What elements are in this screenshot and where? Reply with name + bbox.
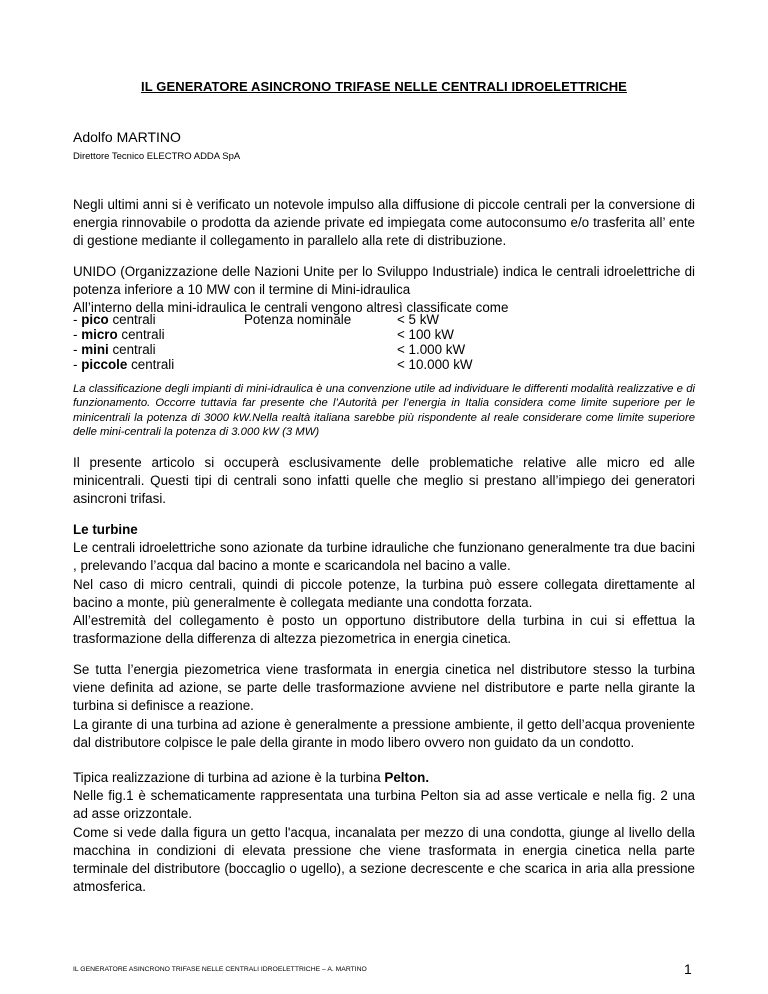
classification-table (73, 312, 695, 372)
scope-paragraph: Il presente articolo si occuperà esclusivamente delle problematiche relative alle micro ed alle minicentrali. Questi tipi di centrali sono infatti quelle che meglio si prestano all’impiego dei generatori asincroni trifasi. (73, 455, 695, 507)
pelton-paragraph: Nelle fig.1 è schematicamente rappresentata una turbina Pelton sia ad asse verticale e nella fig. 2 una ad asse orizzontale. (73, 788, 695, 822)
turbine-section (73, 521, 695, 612)
turbine-heading: Le turbine (73, 522, 138, 537)
turbine-paragraph: Nel caso di micro centrali, quindi di piccole potenze, la turbina può essere collegata direttamente al bacino a monte, più generalmente è collegata mediante una condotta forzata. (73, 576, 695, 610)
document-title: IL GENERATORE ASINCRONO TRIFASE NELLE CENTRALI IDROELETTRICHE (141, 79, 627, 94)
pelton-term: Pelton. (384, 770, 430, 785)
intro-paragraph: Negli ultimi anni si è verificato un notevole impulso alla diffusione di piccole centrali per la conversione di energia rinnovabile o prodotta da aziende private ed impiegata come autoconsumo e/o trasferita all’ ente di gestione mediante il collegamento in parallelo alla rete di distribuzione. (73, 197, 695, 249)
pelton-section (73, 769, 695, 896)
pelton-paragraph: Come si vede dalla figura un getto l'acqua, incanalata per mezzo di una condotta, giunge al livello della macchina in condizioni di elevata pressione che viene trasformata in energia cinetica nella parte terminale del distributore (boccaglio o ugello), a sezione decrescente e che scarica in aria alla pressione atmosferica. (73, 824, 695, 895)
class-value: < 100 kW (397, 327, 454, 342)
unido-classification-intro: All’interno della mini-idraulica le centrali vengono altresì classificate come (73, 300, 509, 316)
class-value: < 10.000 kW (397, 357, 473, 372)
author-name: Adolfo MARTINO (73, 129, 181, 145)
class-row-pico: - pico centrali (73, 312, 156, 327)
turbine-action-section (73, 661, 695, 752)
classification-values (397, 312, 473, 372)
classification-types (73, 312, 174, 372)
class-value: < 1.000 kW (397, 342, 466, 357)
pelton-intro: Tipica realizzazione di turbina ad azione è la turbina Pelton. (73, 770, 430, 785)
class-row-piccole: - piccole centrali (73, 357, 175, 372)
turbine-paragraph: La girante di una turbina ad azione è generalmente a pressione ambiente, il getto dell’acqua proveniente dal distributore colpisce le pale della girante in modo libero ovvero non guidato da un condotto. (73, 716, 695, 750)
class-row-mini: - mini centrali (73, 342, 156, 357)
class-value: < 5 kW (397, 312, 440, 327)
turbine-paragraph: Le centrali idroelettriche sono azionate da turbine idrauliche che funzionano generalmente tra due bacini , prelevando l’acqua dal bacino a monte e scaricandola nel bacino a valle. (73, 540, 695, 574)
author-role: Direttore Tecnico ELECTRO ADDA SpA (73, 151, 241, 162)
unido-text: UNIDO (Organizzazione delle Nazioni Unite per lo Sviluppo Industriale) indica le centrali idroelettriche di potenza inferiore a 10 MW con il termine di Mini-idraulica (73, 264, 695, 298)
page-footer: IL GENERATORE ASINCRONO TRIFASE NELLE CENTRALI IDROELETTRICHE – A. MARTINO (73, 966, 367, 973)
unido-paragraph (73, 263, 695, 318)
classification-note: La classificazione degli impianti di mini-idraulica è una convenzione utile ad individuare le differenti modalità realizzative e di funzionamento. Occorre tuttavia far presente che l’Autorità per l’energia in Italia considera come limite superiore per le minicentrali la potenza di 3000 kW.Nella realtà italiana sarebbe più rispondente al reale considerare come limite superiore delle mini-centrali la potenza di 3.000 kW (3 MW) (73, 383, 695, 439)
classification-header: Potenza nominale (244, 312, 352, 327)
turbine-paragraph: All’estremità del collegamento è posto un opportuno distributore della turbina in cui si effettua la trasformazione della differenza di altezza piezometrica in energia cinetica. (73, 613, 695, 647)
class-row-micro: - micro centrali (73, 327, 165, 342)
turbine-paragraph: Se tutta l’energia piezometrica viene trasformata in energia cinetica nel distributore stesso la turbina viene definita ad azione, se parte delle trasformazione avviene nel distributore e parte nella girante la turbina si definisce a reazione. (73, 662, 695, 714)
page-number: 1 (684, 961, 692, 977)
